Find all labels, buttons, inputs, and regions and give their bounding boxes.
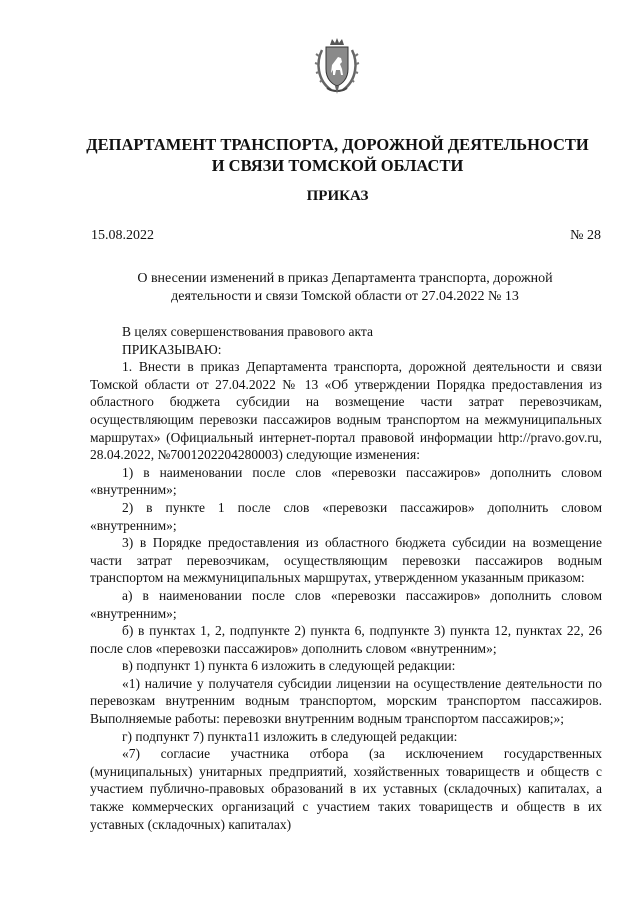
document-date: 15.08.2022	[91, 228, 154, 243]
paragraph-subitem-1: 1) в наименовании после слов «перевозки пассажиров» дополнить словом «внутренним»;	[90, 464, 602, 498]
paragraph-order-word: ПРИКАЗЫВАЮ:	[122, 341, 222, 357]
organization-name	[60, 134, 615, 176]
paragraph-preamble: В целях совершенствования правового акта	[122, 324, 373, 339]
tomsk-region-coat-of-arms-icon	[313, 36, 361, 96]
paragraph-subitem-2: 2) в пункте 1 после слов «перевозки пассажиров» дополнить словом «внутренним»;	[90, 499, 602, 533]
paragraph-subitem-b: б) в пунктах 1, 2, подпункте 2) пункта 6, подпункте 3) пункта 12, пунктах 22, 26 после слов «перевозки пассажиров» дополнить словом «внутренним»;	[90, 623, 602, 656]
document-body	[90, 323, 602, 833]
paragraph-subitem-a: а) в наименовании после слов «перевозки пассажиров» дополнить словом «внутренним»;	[90, 587, 602, 621]
paragraph-quote-7: «7) согласие участника отбора (за исключением государственных (муниципальных) унитарных предприятий, хозяйственных товариществ и обществ с участием публично-правовых образований в их уставных (складочных) капиталах, а также коммерческих организаций с участием таких товариществ и обществ в их уставных (складочных) капиталах)	[90, 746, 602, 832]
document-number: № 28	[570, 228, 601, 243]
paragraph-subitem-g: г) подпункт 7) пункта11 изложить в следующей редакции:	[122, 728, 458, 744]
document-type: ПРИКАЗ	[306, 188, 369, 204]
organization-line-1: ДЕПАРТАМЕНТ ТРАНСПОРТА, ДОРОЖНОЙ ДЕЯТЕЛЬНОСТИ	[86, 135, 589, 154]
paragraph-subitem-v: в) подпункт 1) пункта 6 изложить в следующей редакции:	[122, 658, 456, 674]
subject-line-2: деятельности и связи Томской области от 27.04.2022 № 13	[171, 289, 519, 304]
paragraph-item-1: 1. Внести в приказ Департамента транспорта, дорожной деятельности и связи Томской области от 27.04.2022 № 13 «Об утверждении Порядка предоставления из областного бюджета субсидии на возмещение части затрат перевозчикам, осуществляющим перевозки пассажиров водным транспортом на межмуниципальных маршрутах» (Официальный интернет-портал правовой информации http://pravo.gov.ru, 28.04.2022, №7001202204280003) следующие изменения:	[90, 359, 602, 463]
subject-line-1: О внесении изменений в приказ Департамента транспорта, дорожной	[137, 271, 553, 286]
paragraph-subitem-3: 3) в Порядке предоставления из областного бюджета субсидии на возмещение части затрат перевозчикам, осуществляющим перевозки пассажиров водным транспортом на межмуниципальных маршрутах, утвержденном указанным приказом:	[90, 535, 602, 586]
organization-line-2: И СВЯЗИ ТОМСКОЙ ОБЛАСТИ	[211, 156, 464, 175]
paragraph-quote-1: «1) наличие у получателя субсидии лицензии на осуществление деятельности по перевозкам внутренним водным транспортом, морским транспортом пассажиров. Выполняемые работы: перевозки внутренним водным транспортом пассажиров;»;	[90, 675, 602, 727]
document-subject	[90, 270, 600, 306]
